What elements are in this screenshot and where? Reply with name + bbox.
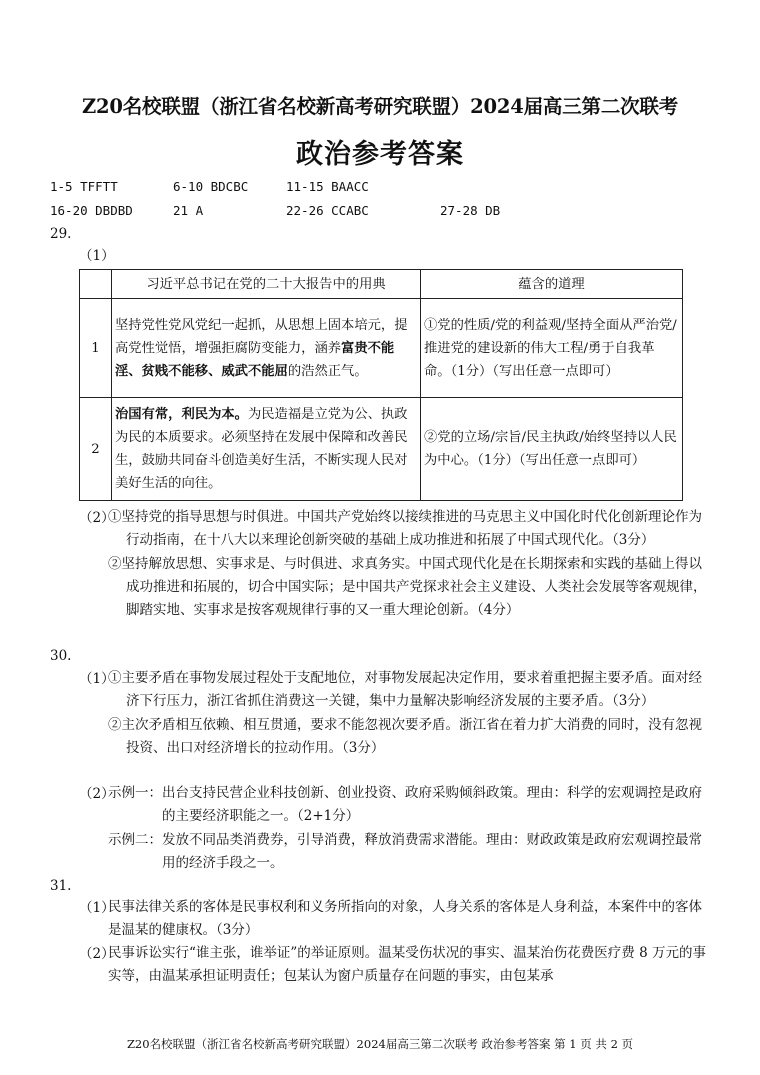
meaning-cell: ②党的立场/宗旨/民主执政/始终坚持以人民为中心。（1分）（写出任意一点即可）	[421, 398, 683, 501]
answer-paragraph: 民事诉讼实行“谁主张，谁举证”的举证原则。温某受伤状况的事实、温某治伤花费医疗费 8 万元的事实等，由温某承担证明责任；包某认为窗户质量存在问题的事实，由包某承	[108, 945, 706, 985]
answer-point: ②坚持解放思想、实事求是、与时俱进、求真务实。中国式现代化是在长期探索和实践的基础上得以成功推进和拓展的，切合中国实际；是中国共产党探求社会主义建设、人类社会发展等客观规律，脚踏实地、实事求是按客观规律行事的又一重大理论创新。（4分）	[108, 555, 707, 619]
subquestion-label: （1）	[79, 900, 115, 916]
quote-bold-text: 治国有常，利民为本。	[115, 407, 248, 422]
quote-bold-text: 富贵不能淫、贫贱不能移、威武不能屈	[115, 340, 395, 379]
quote-text: 坚持党性党风党纪一起抓，从思想上固本培元，提高党性觉悟，增强拒腐防变能力，涵养	[115, 317, 408, 356]
answer-point: ①坚持党的指导思想与时俱进。中国共产党始终以接续推进的马克思主义中国化时代化创新理论作为行动指南，在十八大以来理论创新突破的基础上成功推进和拓展了中国式现代化。（3分）	[108, 509, 702, 549]
example-item	[108, 782, 714, 829]
mc-answer: 6-10 BDCBC	[173, 179, 249, 194]
table-header-cell	[80, 270, 112, 299]
example-text: 发放不同品类消费券，引导消费，释放消费需求潜能。理由：财政政策是政府宏观调控最常用的经济手段之一。	[162, 831, 702, 871]
page-footer: Z20名校联盟（浙江省名校新高考研究联盟）2024届高三第二次联考 政治参考答案 第 1 页 共 2 页	[126, 1037, 634, 1051]
meaning-cell: ①党的性质/党的利益观/坚持全面从严治党/推进党的建设新的伟大工程/勇于自我革命。（1分）（写出任意一点即可）	[421, 299, 683, 398]
mc-answer: 21 A	[173, 203, 204, 218]
document-title: Z20名校联盟（浙江省名校新高考研究联盟）2024届高三第二次联考	[81, 95, 679, 118]
example-label: 示例二：	[108, 831, 162, 848]
answer-point: ②主次矛盾相互依赖、相互贯通，要求不能忽视次要矛盾。浙江省在着力扩大消费的同时，没有忽视投资、出口对经济增长的拉动作用。（3分）	[108, 716, 702, 756]
question-number: 31.	[50, 878, 72, 894]
row-number: 1	[80, 299, 112, 398]
example-label: 示例一：	[108, 785, 162, 801]
quote-text: 的浩然正气。	[287, 363, 368, 379]
table-row	[80, 299, 683, 398]
table-header-cell: 蕴含的道理	[421, 270, 683, 299]
answer-paragraph	[108, 667, 714, 760]
answer-paragraph: 民事法律关系的客体是民事权利和义务所指向的对象，人身关系的客体是人身利益，本案件中的客体是温某的健康权。（3分）	[108, 899, 702, 939]
table-row	[80, 398, 683, 501]
subquestion-label: （2）	[79, 946, 115, 962]
answer-paragraph	[108, 782, 714, 875]
mc-answer: 1-5 TFFTT	[50, 179, 118, 194]
quote-text: 为民造福是立党为公、执政为民的本质要求。必须坚持在发展中保障和改善民生，鼓励共同奋斗创造美好生活，不断实现人民对美好生活的向往。	[115, 407, 408, 491]
mc-answer: 11-15 BAACC	[286, 179, 369, 194]
example-item	[108, 829, 714, 876]
mc-answer: 22-26 CCABC	[286, 203, 369, 218]
table-header-row	[80, 270, 683, 299]
answer-point: ①主要矛盾在事物发展过程处于支配地位，对事物发展起决定作用，要求着重把握主要矛盾。面对经济下行压力，浙江省抓住消费这一关键，集中力量解决影响经济发展的主要矛盾。（3分）	[108, 670, 702, 710]
row-number: 2	[80, 398, 112, 501]
subquestion-label: （2）	[79, 786, 115, 802]
table-header-cell: 习近平总书记在党的二十大报告中的用典	[112, 270, 421, 299]
example-text: 出台支持民营企业科技创新、创业投资、政府采购倾斜政策。理由：科学的宏观调控是政府的主要经济职能之一。（2+1分）	[162, 785, 702, 825]
question-number: 29.	[50, 226, 72, 242]
quote-cell	[112, 398, 421, 501]
subquestion-label: （2）	[79, 510, 115, 526]
quote-cell	[112, 299, 421, 398]
subquestion-label: （1）	[79, 248, 115, 264]
mc-answer: 27-28 DB	[440, 203, 501, 218]
mc-answer: 16-20 DBDBD	[50, 203, 133, 218]
answer-paragraph	[108, 506, 714, 622]
q29-table	[79, 269, 683, 501]
document-subtitle: 政治参考答案	[296, 139, 464, 170]
question-number: 30.	[50, 648, 72, 664]
subquestion-label: （1）	[79, 671, 115, 687]
